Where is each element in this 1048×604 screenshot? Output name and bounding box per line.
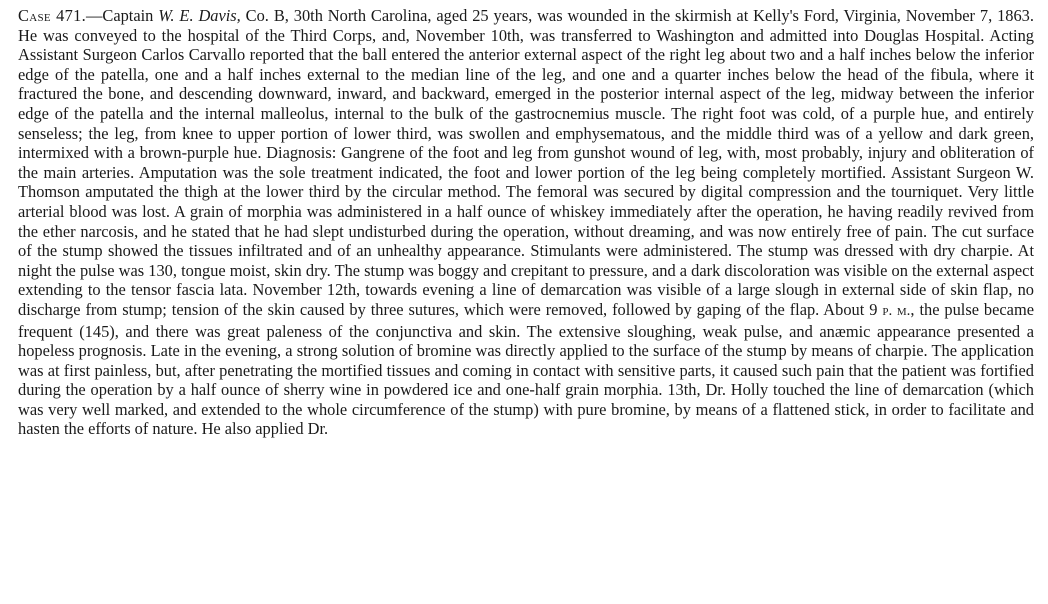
patient-name: W. E. Davis, bbox=[158, 6, 241, 25]
case-paragraph bbox=[18, 6, 1034, 439]
time-abbreviation: p. m. bbox=[882, 302, 911, 319]
case-label: Case 471. bbox=[18, 6, 86, 25]
case-text-part-1: Co. B, 30th North Carolina, aged 25 years, was wounded in the skirmish at Kelly's Ford, Virginia, November 7, 1863. He was conveyed to the hospital of the Third Corps, and, November 10th, was transferred to Washington and admitted into Douglas Hospital. Acting Assistant Surgeon Carlos Carvallo reported that the ball entered the anterior external aspect of the right leg about two and a half inches below the inferior edge of the patella, one and a half inches external to the median line of the leg, and one and a quarter inches below the head of the fibula, where it fractured the bone, and descending downward, inward, and backward, emerged in the posterior internal aspect of the leg, midway between the inferior edge of the patella and the internal malleolus, internal to the bulk of the gastrocnemius muscle. The right foot was cold, of a purple hue, and entirely senseless; the leg, from knee to upper portion of lower third, was swollen and emphysematous, and the middle third was of a yellow and dark green, intermixed with a brown-purple hue. Diagnosis: Gangrene of the foot and leg from gunshot wound of leg, with, most probably, injury and obliteration of the main arteries. Amputation was the sole treatment indicated, the foot and lower portion of the leg being completely mortified. Assistant Surgeon W. Thomson amputated the thigh at the lower third by the circular method. The femoral was secured by digital compression and the tourniquet. Very little arterial blood was lost. A grain of morphia was administered in a half ounce of whiskey immediately after the operation, he having readily revived from the ether narcosis, and he stated that he had slept undisturbed during the operation, without dreaming, and was now entirely free of pain. The cut surface of the stump showed the tissues infiltrated and of an unhealthy appearance. Stimulants were administered. The stump was dressed with dry charpie. At night the pulse was 130, tongue moist, skin dry. The stump was boggy and crepitant to pressure, and a dark discoloration was visible on the external aspect extending to the tensor fascia lata. November 12th, towards evening a line of demarcation was visible of a large slough in external side of skin flap, no discharge from stump; tension of the skin caused by three sutures, which were removed, followed by gaping of the flap. About 9 bbox=[18, 6, 1034, 319]
case-intro: —Captain bbox=[86, 6, 159, 25]
case-text-part-2: , the pulse became frequent (145), and there was great paleness of the conjunctiva and skin. The extensive sloughing, weak pulse, and anæmic appearance presented a hopeless prognosis. Late in the evening, a strong solution of bromine was directly applied to the surface of the stump by means of charpie. The application was at first painless, but, after penetrating the mortified tissues and coming in contact with sensitive parts, it caused such pain that the patient was fortified during the operation by a half ounce of sherry wine in powdered ice and one-half grain morphia. 13th, Dr. Holly touched the line of demarcation (which was very well marked, and extended to the whole circumference of the stump) with pure bromine, by means of a flattened stick, in order to facilitate and hasten the efforts of nature. He also applied Dr. bbox=[18, 299, 1034, 439]
